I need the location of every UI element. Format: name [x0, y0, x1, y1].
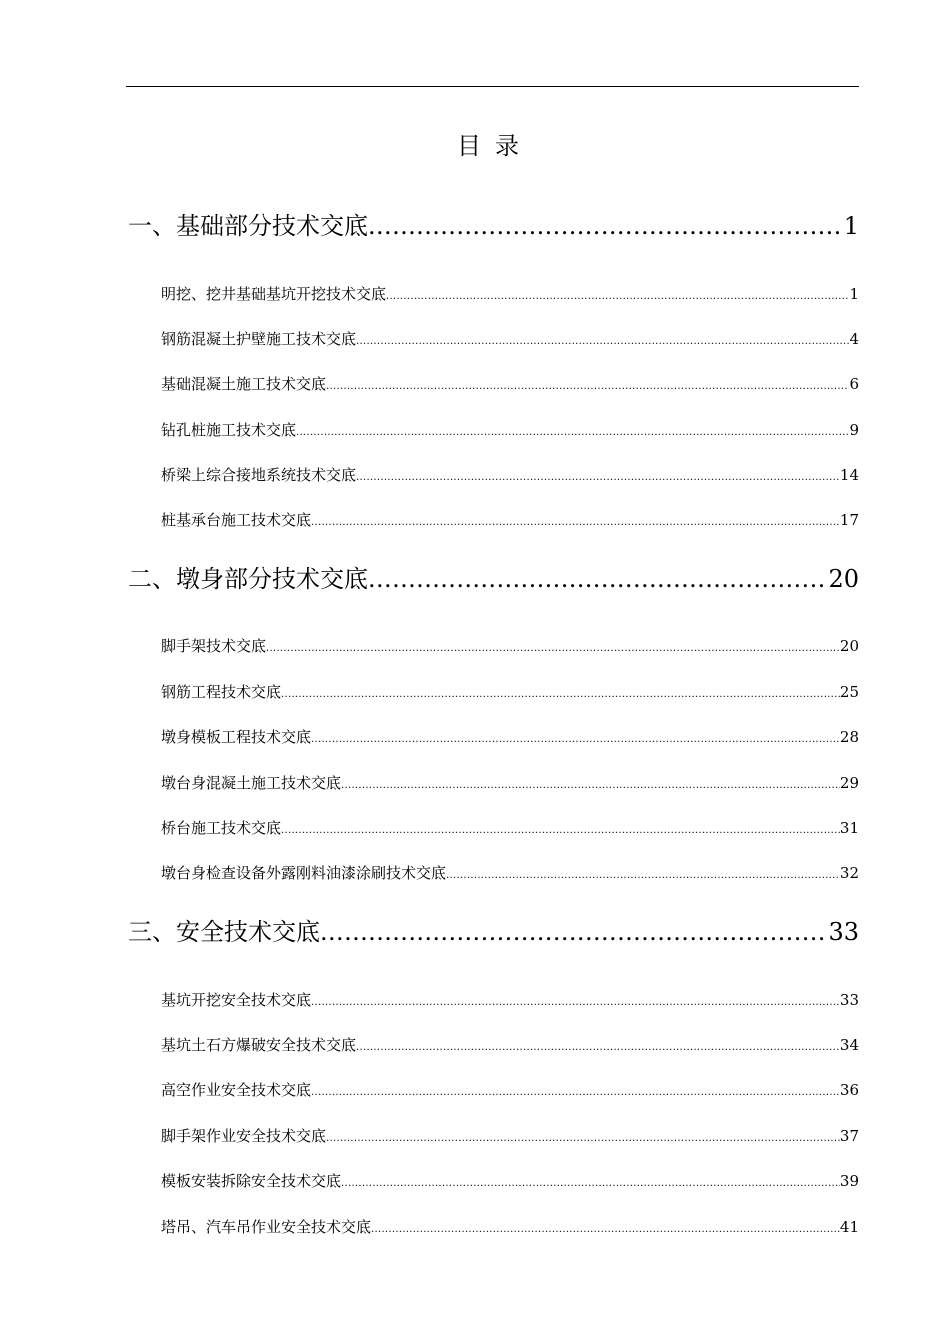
toc-entry[interactable] [161, 1171, 859, 1191]
toc-entry-label: 基坑土石方爆破安全技术交底 [161, 1036, 357, 1054]
dot-leader [356, 332, 849, 349]
toc-entry[interactable] [161, 818, 859, 838]
toc-entry-label: 塔吊、汽车吊作业安全技术交底 [161, 1218, 372, 1236]
toc-section-label: 三、安全技术交底 [128, 918, 320, 946]
toc-page-number: 28 [839, 728, 859, 746]
toc-entry[interactable] [161, 863, 859, 883]
dot-leader [311, 1083, 840, 1100]
toc-page-number: 32 [839, 864, 859, 882]
toc-section-1[interactable] [128, 211, 859, 241]
toc-page-number: 25 [839, 683, 859, 701]
dot-leader [368, 211, 844, 241]
toc-page-number: 1 [843, 212, 859, 240]
toc-entry[interactable] [161, 636, 859, 656]
toc-section-label: 一、基础部分技术交底 [128, 212, 368, 240]
toc-entry[interactable] [161, 682, 859, 702]
toc-entry[interactable] [161, 1217, 859, 1237]
toc-page-number: 33 [828, 918, 859, 946]
toc-section-2[interactable] [128, 564, 859, 594]
toc-entry-label: 墩身模板工程技术交底 [161, 728, 312, 746]
toc-entry-label: 脚手架作业安全技术交底 [161, 1127, 327, 1145]
toc-section-3[interactable] [128, 917, 859, 947]
dot-leader [341, 776, 840, 793]
dot-leader [326, 377, 849, 394]
toc-entry[interactable] [161, 374, 859, 394]
toc-page-number: 20 [839, 637, 859, 655]
dot-leader [446, 866, 840, 883]
toc-page-number: 31 [839, 819, 859, 837]
toc-page-number: 37 [839, 1127, 859, 1145]
dot-leader [266, 639, 840, 656]
toc-page-number: 34 [839, 1036, 859, 1054]
toc-entry[interactable] [161, 420, 859, 440]
dot-leader [281, 685, 840, 702]
toc-title: 目录 [457, 132, 533, 160]
dot-leader [371, 1220, 840, 1237]
dot-leader [356, 1038, 840, 1055]
toc-entry[interactable] [161, 1080, 859, 1100]
toc-entry-label: 桩基承台施工技术交底 [161, 511, 312, 529]
toc-section-label: 二、墩身部分技术交底 [128, 565, 368, 593]
dot-leader [341, 1174, 840, 1191]
toc-entry[interactable] [161, 329, 859, 349]
toc-entry[interactable] [161, 510, 859, 530]
toc-entry-label: 钻孔桩施工技术交底 [161, 421, 297, 439]
toc-entry-label: 钢筋工程技术交底 [161, 683, 282, 701]
dot-leader [320, 917, 828, 947]
toc-entry-label: 墩台身检查设备外露刚料油漆涂刷技术交底 [161, 864, 447, 882]
toc-entry-label: 脚手架技术交底 [161, 637, 267, 655]
dot-leader [281, 821, 840, 838]
toc-page-number: 6 [849, 375, 859, 393]
dot-leader [368, 564, 828, 594]
toc-page-number: 20 [828, 565, 859, 593]
toc-entry[interactable] [161, 465, 859, 485]
toc-entry[interactable] [161, 727, 859, 747]
toc-entry-label: 基坑开挖安全技术交底 [161, 991, 312, 1009]
dot-leader [311, 513, 840, 530]
toc-entry-label: 基础混凝土施工技术交底 [161, 375, 327, 393]
dot-leader [311, 993, 840, 1010]
toc-entry-label: 钢筋混凝土护壁施工技术交底 [161, 330, 357, 348]
dot-leader [296, 423, 849, 440]
toc-entry-label: 桥台施工技术交底 [161, 819, 282, 837]
dot-leader [356, 468, 840, 485]
toc-entry-label: 墩台身混凝土施工技术交底 [161, 774, 342, 792]
toc-page-number: 39 [839, 1172, 859, 1190]
toc-entry-label: 明挖、挖井基础基坑开挖技术交底 [161, 285, 387, 303]
toc-entry[interactable] [161, 773, 859, 793]
toc-page-number: 33 [839, 991, 859, 1009]
dot-leader [386, 287, 849, 304]
toc-page-number: 4 [849, 330, 859, 348]
toc-entry[interactable] [161, 990, 859, 1010]
toc-page-number: 29 [839, 774, 859, 792]
toc-entry-label: 高空作业安全技术交底 [161, 1081, 312, 1099]
toc-page-number: 17 [839, 511, 859, 529]
dot-leader [326, 1129, 840, 1146]
toc-page-number: 1 [849, 285, 859, 303]
toc-page-number: 9 [849, 421, 859, 439]
toc-entry[interactable] [161, 1035, 859, 1055]
toc-entry[interactable] [161, 284, 859, 304]
toc-entry-label: 桥梁上综合接地系统技术交底 [161, 466, 357, 484]
toc-page-number: 14 [839, 466, 859, 484]
toc-entry[interactable] [161, 1126, 859, 1146]
dot-leader [311, 730, 840, 747]
toc-page-number: 41 [839, 1218, 859, 1236]
toc-entry-label: 模板安装拆除安全技术交底 [161, 1172, 342, 1190]
toc-page-number: 36 [839, 1081, 859, 1099]
